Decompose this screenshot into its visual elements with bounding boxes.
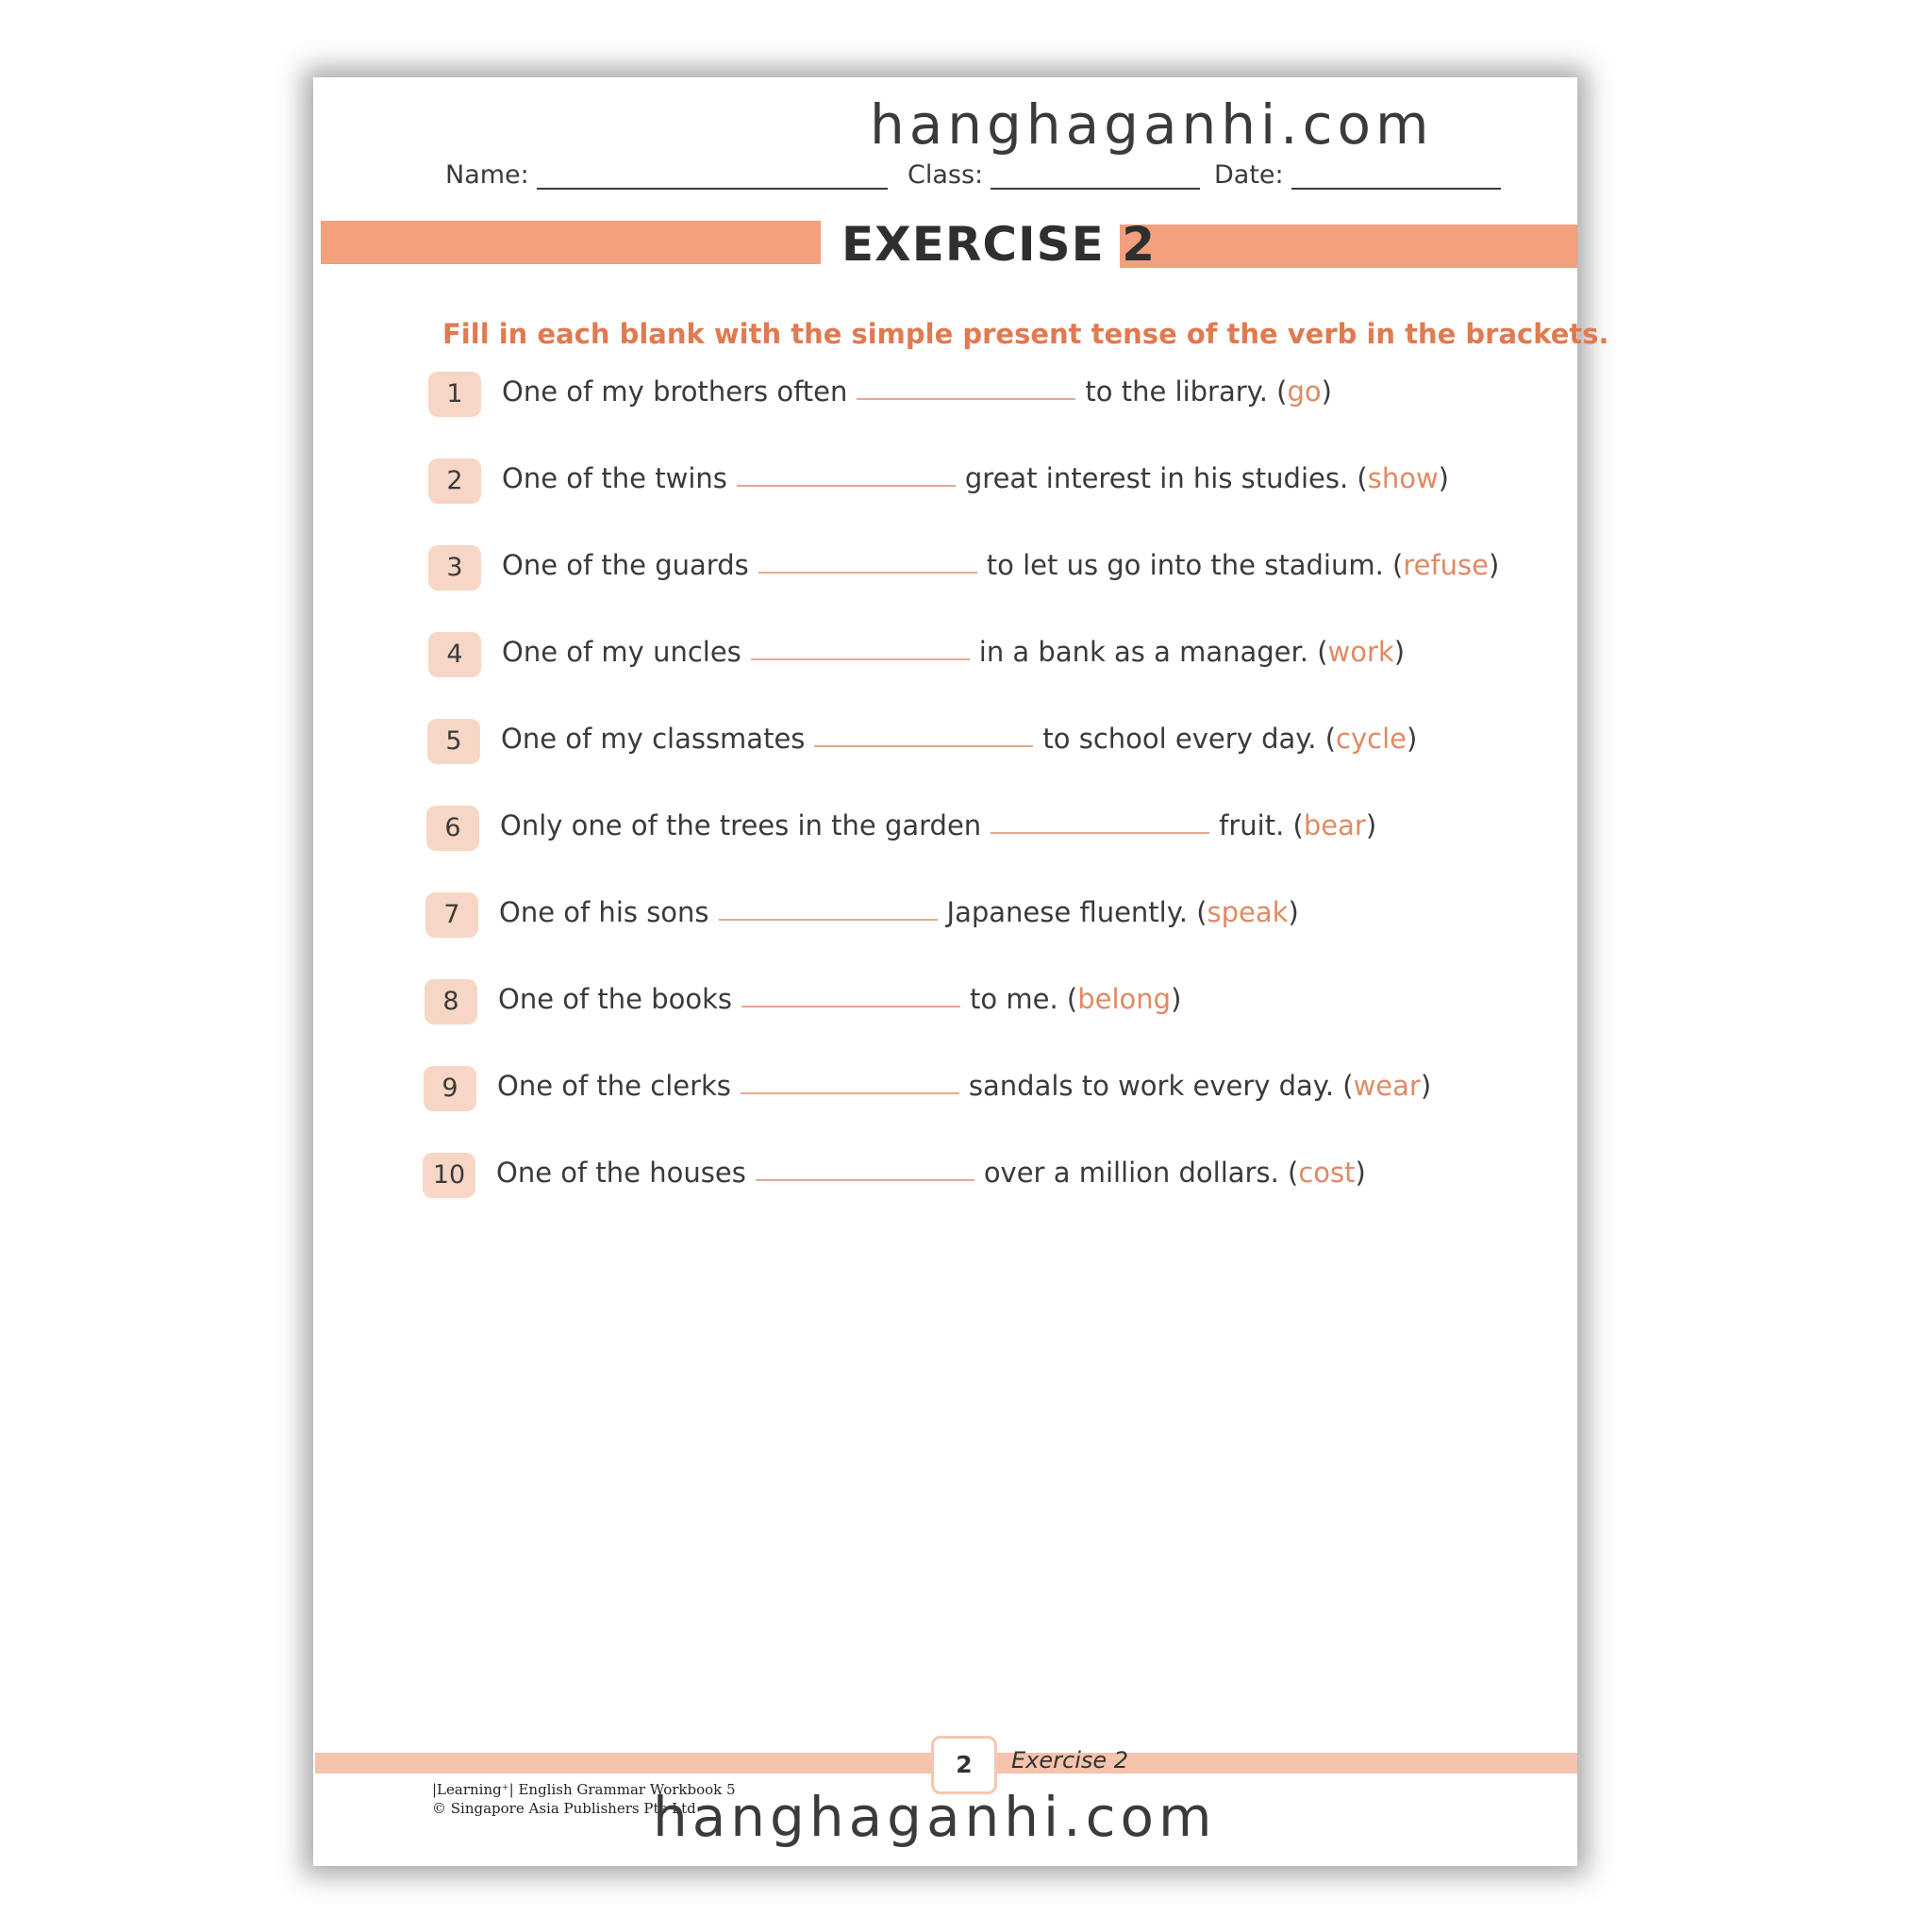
question-number: 3: [428, 545, 481, 591]
answer-blank[interactable]: [857, 398, 1075, 400]
question-number: 7: [425, 892, 478, 938]
answer-blank[interactable]: [737, 485, 956, 487]
question-sentence: [502, 375, 1332, 408]
sentence-start: One of the twins: [502, 462, 727, 494]
class-field[interactable]: [908, 160, 1200, 190]
footer-title: Exercise 2: [1011, 1747, 1129, 1774]
sentence-start: One of my uncles: [502, 636, 741, 668]
base-verb: go: [1287, 375, 1322, 408]
question-sentence: [502, 636, 1405, 668]
question-sentence: [498, 983, 1181, 1015]
sentence-start: One of his sons: [499, 896, 709, 928]
title-band-left: [321, 221, 821, 264]
publisher-line-2: © Singapore Asia Publishers Pte Ltd: [432, 1800, 696, 1817]
base-verb: wear: [1353, 1070, 1421, 1102]
sentence-end: Japanese fluently. (: [946, 896, 1208, 928]
watermark-bottom: hanghaganhi.com: [653, 1785, 1217, 1849]
sentence-start: One of the guards: [502, 549, 749, 581]
base-verb: show: [1367, 462, 1439, 494]
class-label: Class:: [908, 160, 984, 190]
sentence-end: in a bank as a manager. (: [978, 636, 1328, 668]
closing-bracket: ): [1489, 549, 1500, 581]
answer-blank[interactable]: [741, 1092, 959, 1094]
sentence-start: One of the books: [498, 983, 733, 1015]
closing-bracket: ): [1171, 983, 1182, 1015]
question-number: 9: [424, 1066, 476, 1111]
worksheet-page: [313, 77, 1609, 1866]
question-sentence: [500, 809, 1376, 841]
exercise-title: EXERCISE 2: [841, 217, 1157, 272]
closing-bracket: ): [1438, 462, 1449, 494]
question-number: 4: [428, 632, 481, 677]
closing-bracket: ): [1365, 809, 1377, 841]
question-sentence: [501, 723, 1417, 755]
closing-bracket: ): [1393, 636, 1406, 668]
base-verb: belong: [1077, 983, 1172, 1015]
sentence-start: Only one of the trees in the garden: [500, 809, 982, 841]
sentence-start: One of the clerks: [497, 1070, 731, 1102]
sentence-end: great interest in his studies. (: [964, 462, 1368, 494]
answer-blank[interactable]: [719, 919, 938, 921]
answer-blank[interactable]: [741, 1006, 960, 1008]
base-verb: cycle: [1336, 723, 1407, 755]
question-number: 5: [427, 719, 480, 764]
answer-blank[interactable]: [814, 745, 1033, 747]
question-sentence: [502, 549, 1499, 581]
publisher-line-1: |Learning⁺| English Grammar Workbook 5: [432, 1781, 736, 1798]
question-number: 1: [428, 372, 481, 417]
question-sentence: [502, 462, 1449, 494]
closing-bracket: ): [1288, 896, 1299, 928]
sentence-end: sandals to work every day. (: [968, 1070, 1354, 1102]
closing-bracket: ): [1407, 723, 1418, 755]
page-number: 2: [931, 1736, 997, 1794]
sentence-end: fruit. (: [1219, 809, 1304, 841]
instruction-text: Fill in each blank with the simple present tense of the verb in the brackets.: [442, 318, 1609, 350]
question-number: 6: [426, 806, 479, 851]
name-field[interactable]: [445, 160, 888, 190]
question-number: 2: [428, 458, 481, 504]
watermark-top: hanghaganhi.com: [870, 92, 1434, 157]
question-sentence: [497, 1070, 1431, 1102]
answer-blank[interactable]: [758, 572, 977, 574]
sentence-start: One of the houses: [496, 1157, 746, 1189]
sentence-end: to me. (: [970, 983, 1078, 1015]
sentence-end: to the library. (: [1085, 375, 1288, 408]
name-label: Name:: [445, 160, 529, 190]
base-verb: speak: [1207, 896, 1289, 928]
closing-bracket: ): [1355, 1157, 1366, 1189]
base-verb: work: [1327, 636, 1394, 668]
name-line: [537, 188, 888, 190]
date-label: Date:: [1214, 160, 1284, 190]
sentence-end: over a million dollars. (: [983, 1157, 1299, 1189]
closing-bracket: ): [1420, 1070, 1432, 1102]
question-sentence: [496, 1157, 1366, 1189]
sentence-start: One of my brothers often: [502, 375, 848, 408]
question-sentence: [499, 896, 1299, 928]
question-number: 8: [425, 979, 477, 1024]
closing-bracket: ): [1321, 375, 1332, 408]
answer-blank[interactable]: [756, 1179, 974, 1181]
base-verb: bear: [1303, 809, 1366, 841]
answer-blank[interactable]: [991, 832, 1209, 834]
title-band-right: [1120, 225, 1577, 268]
base-verb: cost: [1298, 1157, 1356, 1189]
date-line: [1291, 188, 1501, 190]
sentence-start: One of my classmates: [501, 723, 806, 755]
class-line: [991, 188, 1200, 190]
sentence-end: to school every day. (: [1042, 723, 1337, 755]
date-field[interactable]: [1214, 160, 1501, 190]
answer-blank[interactable]: [751, 658, 970, 660]
question-number: 10: [423, 1153, 475, 1198]
base-verb: refuse: [1403, 549, 1489, 581]
sentence-end: to let us go into the stadium. (: [986, 549, 1404, 581]
